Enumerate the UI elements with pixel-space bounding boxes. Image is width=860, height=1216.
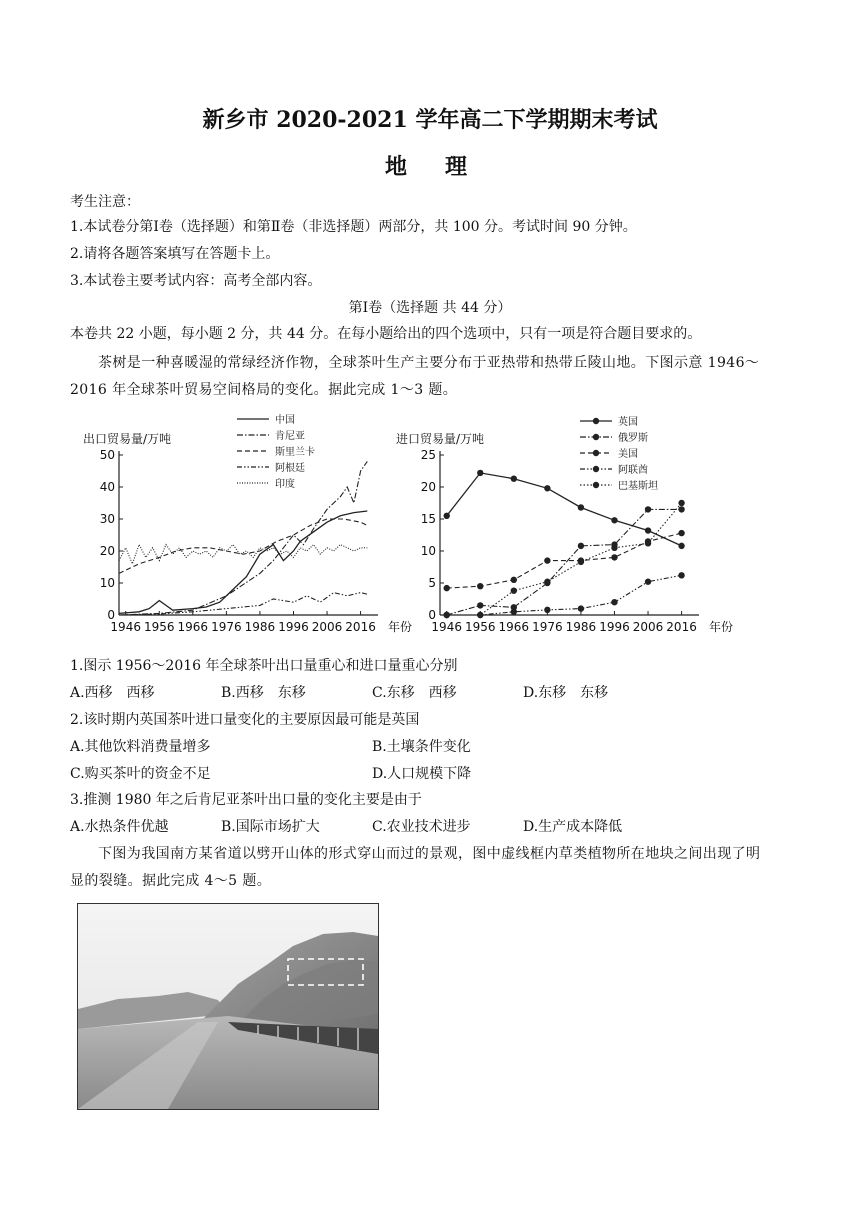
q1-option-d[interactable]: D.东移 东移 — [523, 685, 609, 701]
data-point — [645, 540, 651, 546]
data-point — [511, 577, 517, 583]
q2-option-a[interactable]: A.其他饮料消费量增多 — [70, 739, 211, 755]
x-tick-label: 1956 — [464, 620, 496, 634]
y-tick-label: 15 — [420, 512, 436, 526]
question-3-stem: 3.推测 1980 年之后肯尼亚茶叶出口量的变化主要是由于 — [70, 792, 422, 808]
y-tick-label: 10 — [420, 544, 436, 558]
legend-label: 英国 — [618, 417, 638, 428]
x-tick-label: 2006 — [311, 620, 343, 634]
data-point — [477, 612, 483, 618]
series-line-5 — [447, 503, 682, 615]
data-point — [678, 572, 684, 578]
legend-label: 美国 — [618, 449, 638, 460]
data-point — [611, 554, 617, 560]
trade-charts-figure — [70, 405, 734, 637]
q1-option-b[interactable]: B.西移 东移 — [221, 685, 306, 701]
x-tick-label: 2016 — [345, 620, 376, 634]
notice-item: 3.本试卷主要考试内容：高考全部内容。 — [70, 273, 322, 289]
road-cut-photo — [77, 903, 379, 1110]
y-tick-label: 10 — [99, 576, 115, 590]
legend-label: 阿根廷 — [275, 463, 305, 474]
notice-item: 2.请将各题答案填写在答题卡上。 — [70, 246, 280, 262]
legend-label: 印度 — [275, 479, 295, 490]
y-tick-label: 5 — [428, 576, 436, 590]
data-point — [578, 504, 584, 510]
q3-option-a[interactable]: A.水热条件优越 — [70, 819, 169, 835]
data-point — [678, 500, 684, 506]
y-tick-label: 50 — [99, 448, 115, 462]
data-point — [611, 517, 617, 523]
passage1-line2: 2016 年全球茶叶贸易空间格局的变化。据此完成 1～3 题。 — [70, 382, 458, 398]
q1-option-a[interactable]: A.西移 西移 — [70, 685, 155, 701]
question-1-stem: 1.图示 1956～2016 年全球茶叶出口量重心和进口量重心分别 — [70, 658, 458, 674]
section-heading: 第Ⅰ卷（选择题 共 44 分） — [348, 300, 512, 316]
data-point — [544, 579, 550, 585]
x-tick-label: 1946 — [431, 620, 462, 634]
data-point — [477, 470, 483, 476]
x-tick-label: 1976 — [211, 620, 242, 634]
x-tick-label: 1966 — [177, 620, 209, 634]
data-point — [444, 513, 450, 519]
x-axis-label: 年份 — [388, 620, 413, 634]
data-point — [544, 485, 550, 491]
data-point — [645, 506, 651, 512]
x-tick-label: 1986 — [244, 620, 276, 634]
y-tick-label: 25 — [420, 448, 436, 462]
series-line-1 — [119, 511, 367, 613]
subject-title: 地 理 — [384, 154, 475, 180]
legend-marker — [593, 482, 599, 488]
series-line-2 — [119, 461, 367, 615]
y-tick-label: 20 — [99, 544, 115, 558]
x-tick-label: 1986 — [565, 620, 597, 634]
x-axis-label: 年份 — [709, 620, 734, 634]
x-tick-label: 1996 — [278, 620, 309, 634]
y-tick-label: 20 — [420, 480, 436, 494]
section-instruction: 本卷共 22 小题，每小题 2 分，共 44 分。在每小题给出的四个选项中，只有一项是符合题目要求的。 — [70, 326, 702, 342]
series-line-3 — [119, 519, 367, 573]
question-2-stem: 2.该时期内英国茶叶进口量变化的主要原因最可能是英国 — [70, 712, 420, 728]
data-point — [611, 599, 617, 605]
data-point — [544, 557, 550, 563]
q2-option-d[interactable]: D.人口规模下降 — [372, 766, 472, 782]
export-chart — [83, 413, 412, 634]
data-point — [444, 612, 450, 618]
legend-label: 阿联酋 — [618, 465, 648, 476]
legend-label: 俄罗斯 — [618, 433, 648, 444]
series-line-2 — [447, 509, 682, 615]
legend-marker — [593, 418, 599, 424]
x-tick-label: 1976 — [532, 620, 563, 634]
legend-marker — [593, 450, 599, 456]
q2-option-c[interactable]: C.购买茶叶的资金不足 — [70, 766, 211, 782]
y-tick-label: 40 — [99, 480, 115, 494]
passage2-line2: 显的裂缝。据此完成 4～5 题。 — [70, 873, 272, 889]
data-point — [444, 585, 450, 591]
q1-option-c[interactable]: C.东移 西移 — [372, 685, 457, 701]
data-point — [544, 607, 550, 613]
y-axis-label: 进口贸易量/万吨 — [396, 432, 485, 446]
notice-heading: 考生注意： — [70, 194, 140, 210]
q3-option-d[interactable]: D.生产成本降低 — [523, 819, 623, 835]
x-tick-label: 2016 — [666, 620, 697, 634]
exam-title: 新乡市 2020-2021 学年高二下学期期末考试 — [202, 107, 658, 133]
y-tick-label: 0 — [428, 608, 436, 622]
legend-label: 中国 — [275, 415, 295, 426]
data-point — [511, 587, 517, 593]
x-tick-label: 1996 — [599, 620, 630, 634]
data-point — [645, 579, 651, 585]
data-point — [678, 543, 684, 549]
data-point — [477, 602, 483, 608]
data-point — [611, 545, 617, 551]
legend-label: 斯里兰卡 — [275, 447, 315, 458]
data-point — [578, 543, 584, 549]
passage2-line1: 下图为我国南方某省道以劈开山体的形式穿山而过的景观，图中虚线框内草类植物所在地块之间出现了明 — [98, 846, 761, 862]
x-tick-label: 1956 — [143, 620, 175, 634]
x-tick-label: 2006 — [632, 620, 664, 634]
data-point — [511, 475, 517, 481]
x-tick-label: 1946 — [110, 620, 141, 634]
passage1-line1: 茶树是一种喜暖湿的常绿经济作物，全球茶叶生产主要分布于亚热带和热带丘陵山地。下图示意 1946～ — [98, 355, 760, 371]
import-chart — [396, 415, 733, 634]
x-tick-label: 1966 — [498, 620, 530, 634]
q3-option-c[interactable]: C.农业技术进步 — [372, 819, 471, 835]
legend-label: 巴基斯坦 — [618, 481, 658, 492]
data-point — [578, 605, 584, 611]
y-axis-label: 出口贸易量/万吨 — [83, 432, 172, 446]
data-point — [511, 609, 517, 615]
legend-label: 肯尼亚 — [275, 431, 305, 442]
notice-item: 1.本试卷分第Ⅰ卷（选择题）和第Ⅱ卷（非选择题）两部分，共 100 分。考试时间 90 分钟。 — [70, 219, 637, 235]
data-point — [477, 583, 483, 589]
data-point — [578, 559, 584, 565]
y-tick-label: 0 — [107, 608, 115, 622]
legend-marker — [593, 434, 599, 440]
y-tick-label: 30 — [99, 512, 115, 526]
q2-option-b[interactable]: B.土壤条件变化 — [372, 739, 471, 755]
data-point — [678, 506, 684, 512]
data-point — [645, 527, 651, 533]
q3-option-b[interactable]: B.国际市场扩大 — [221, 819, 320, 835]
legend-marker — [593, 466, 599, 472]
data-point — [678, 530, 684, 536]
